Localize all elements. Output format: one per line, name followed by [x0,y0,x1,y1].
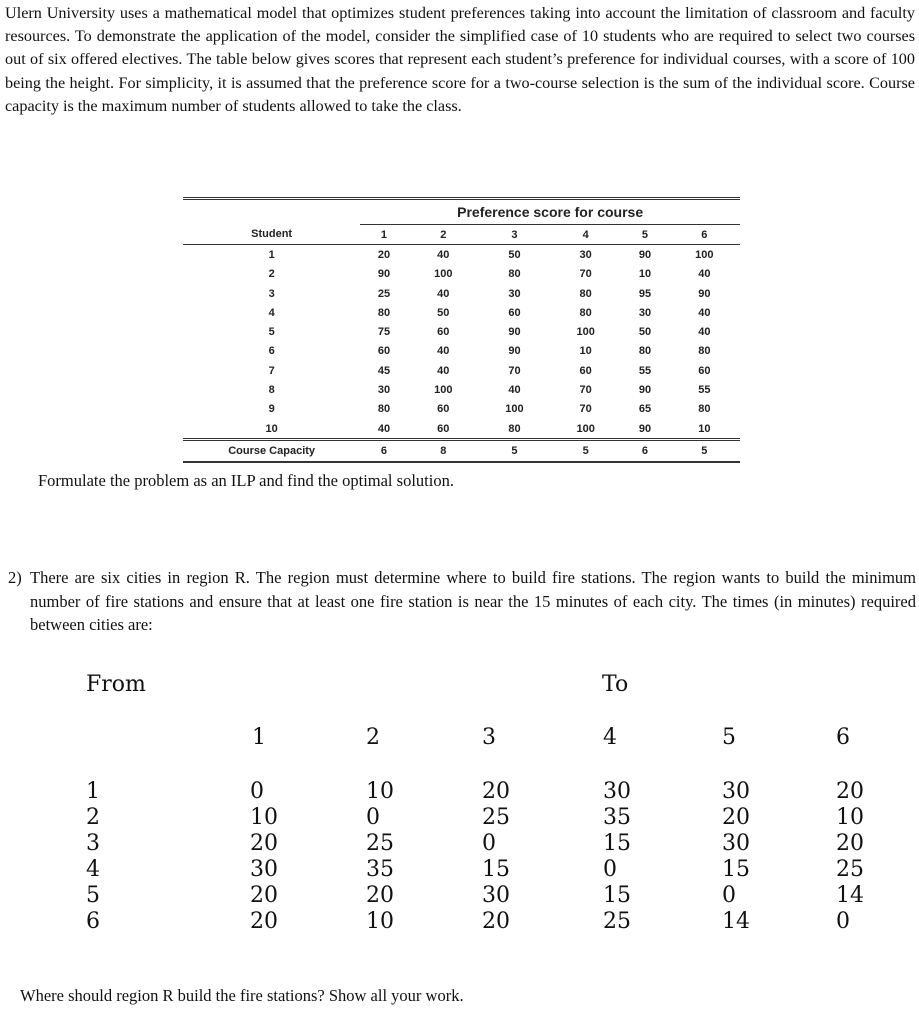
score-cell: 80 [377,306,391,319]
score-cell: 80 [508,422,521,435]
score-cell: 80 [579,287,592,300]
time-cell: 30 [722,831,750,856]
score-cell: 40 [508,384,521,397]
score-cell: 90 [638,384,652,397]
capacity-cell: 6 [360,440,407,462]
score-cell: 10 [638,268,652,281]
table-row [183,322,740,341]
time-cell: 0 [836,909,850,934]
score-cell: 60 [437,422,450,435]
student-id: 7 [268,364,275,377]
table-row [183,400,740,419]
score-cell: 100 [434,268,453,281]
to-label: To [602,672,629,697]
time-cell: 0 [482,831,496,856]
student-id: 9 [268,403,275,416]
table-row [183,380,740,399]
table-row [183,265,740,284]
student-id: 10 [265,422,278,435]
question-number: 2) [8,568,22,587]
score-cell: 70 [579,268,592,281]
table-row [183,361,740,380]
score-cell: 70 [508,364,521,377]
preference-table [183,197,740,463]
time-cell: 30 [250,857,278,882]
time-cell: 20 [366,883,394,908]
question-text: There are six cities in region R. The region must determine where to build fire stations. The region wants to build the minimum number of fire stations and ensure that at least one fire station is near the 15 minutes of each city. The times (in minutes) required between cities are: [30,568,916,634]
score-cell: 30 [638,306,652,319]
time-cell: 20 [482,909,510,934]
course-header: 2 [408,225,479,245]
time-cell: 25 [603,909,631,934]
time-cell: 10 [366,909,394,934]
time-cell: 35 [603,805,631,830]
intro-paragraph: Ulern University uses a mathematical model that optimizes student preferences taking into account the limitation of classroom and faculty resources. To demonstrate the application of the model, consider the simplified case of 10 students who are required to select two courses out of six offered electives. The table below gives scores that represent each student’s preference for individual courses, with a score of 100 being the height. For simplicity, it is assumed that the preference score for a two-course selection is the sum of the individual score. Course capacity is the maximum number of students allowed to take the class. [5,4,915,115]
capacity-cell: 5 [479,440,550,462]
column-header: 3 [482,725,496,750]
course-header: 1 [360,225,407,245]
score-cell: 100 [434,384,453,397]
time-cell: 14 [722,909,750,934]
score-cell: 60 [377,345,391,358]
score-cell: 80 [698,403,711,416]
time-cell: 20 [836,831,864,856]
score-cell: 70 [579,403,592,416]
score-cell: 80 [508,268,521,281]
course-header: 3 [479,225,550,245]
score-cell: 75 [377,326,391,339]
score-cell: 40 [437,248,450,261]
header-row [183,225,740,245]
score-cell: 100 [576,326,595,339]
time-cell: 35 [366,857,394,882]
score-cell: 90 [638,248,652,261]
course-header: 6 [669,225,740,245]
from-label: From [86,672,146,697]
score-cell: 90 [377,268,391,281]
score-cell: 50 [508,248,521,261]
score-cell: 90 [698,287,711,300]
time-cell: 0 [603,857,617,882]
score-cell: 80 [579,306,592,319]
time-cell: 15 [722,857,750,882]
score-cell: 80 [638,345,652,358]
question-2 [8,566,916,637]
time-cell: 25 [482,805,510,830]
column-header: 4 [603,725,617,750]
time-cell: 10 [836,805,864,830]
score-cell: 70 [579,384,592,397]
score-cell: 50 [638,326,652,339]
score-cell: 60 [437,326,450,339]
table-row [183,342,740,361]
score-cell: 100 [505,403,524,416]
score-cell: 10 [579,345,592,358]
time-cell: 20 [250,883,278,908]
column-header: 1 [252,725,266,750]
time-cell: 0 [250,779,264,804]
time-cell: 15 [482,857,510,882]
score-cell: 55 [698,384,711,397]
time-cell: 14 [836,883,864,908]
capacity-row [183,440,740,462]
student-id: 6 [268,345,275,358]
time-cell: 20 [250,909,278,934]
score-cell: 30 [377,384,391,397]
table-row [183,419,740,440]
column-header: 5 [722,725,736,750]
time-cell: 10 [366,779,394,804]
score-cell: 80 [698,345,711,358]
student-id: 8 [268,384,275,397]
time-cell: 20 [836,779,864,804]
score-cell: 90 [508,345,521,358]
time-cell: 30 [482,883,510,908]
score-cell: 40 [437,287,450,300]
score-cell: 60 [437,403,450,416]
group-header: Preference score for course [360,199,740,225]
capacity-cell: 5 [550,440,621,462]
capacity-cell: 8 [408,440,479,462]
score-cell: 40 [437,364,450,377]
score-cell: 20 [377,248,391,261]
time-cell: 20 [722,805,750,830]
table-row [183,245,740,265]
time-cell: 10 [250,805,278,830]
score-cell: 100 [695,248,714,261]
student-id: 2 [268,268,275,281]
score-cell: 50 [437,306,450,319]
row-header: 2 [86,805,100,830]
time-cell: 30 [722,779,750,804]
column-header: 6 [836,725,850,750]
score-cell: 45 [377,364,391,377]
column-header: 2 [366,725,380,750]
score-cell: 30 [508,287,521,300]
student-header: Student [183,225,360,245]
row-header: 5 [86,883,100,908]
score-cell: 60 [579,364,592,377]
time-cell: 25 [836,857,864,882]
time-cell: 15 [603,883,631,908]
time-cell: 25 [366,831,394,856]
table-row [183,303,740,322]
row-header: 4 [86,857,100,882]
row-header: 6 [86,909,100,934]
row-header: 3 [86,831,100,856]
score-cell: 65 [638,403,652,416]
score-cell: 40 [377,422,391,435]
capacity-label: Course Capacity [183,440,360,462]
score-cell: 95 [638,287,652,300]
time-cell: 20 [482,779,510,804]
formulate-instruction: Formulate the problem as an ILP and find the optimal solution. [38,471,454,490]
score-cell: 100 [576,422,595,435]
time-cell: 15 [603,831,631,856]
capacity-cell: 5 [669,440,740,462]
final-question: Where should region R build the fire stations? Show all your work. [20,986,464,1005]
score-cell: 40 [698,326,711,339]
score-cell: 90 [508,326,521,339]
group-header-row [183,199,740,225]
time-cell: 30 [603,779,631,804]
student-id: 3 [268,287,275,300]
time-cell: 0 [366,805,380,830]
course-header: 5 [621,225,668,245]
student-id: 4 [268,306,275,319]
score-cell: 10 [698,422,711,435]
score-cell: 40 [437,345,450,358]
score-cell: 40 [698,306,711,319]
score-cell: 60 [508,306,521,319]
student-id: 5 [268,326,275,339]
score-cell: 40 [698,268,711,281]
score-cell: 80 [377,403,391,416]
table-row [183,284,740,303]
score-cell: 55 [638,364,652,377]
student-id: 1 [268,248,275,261]
capacity-cell: 6 [621,440,668,462]
score-cell: 90 [638,422,652,435]
score-cell: 25 [377,287,391,300]
course-header: 4 [550,225,621,245]
time-cell: 20 [250,831,278,856]
time-cell: 0 [722,883,736,908]
score-cell: 30 [579,248,592,261]
row-header: 1 [86,779,100,804]
score-cell: 60 [698,364,711,377]
